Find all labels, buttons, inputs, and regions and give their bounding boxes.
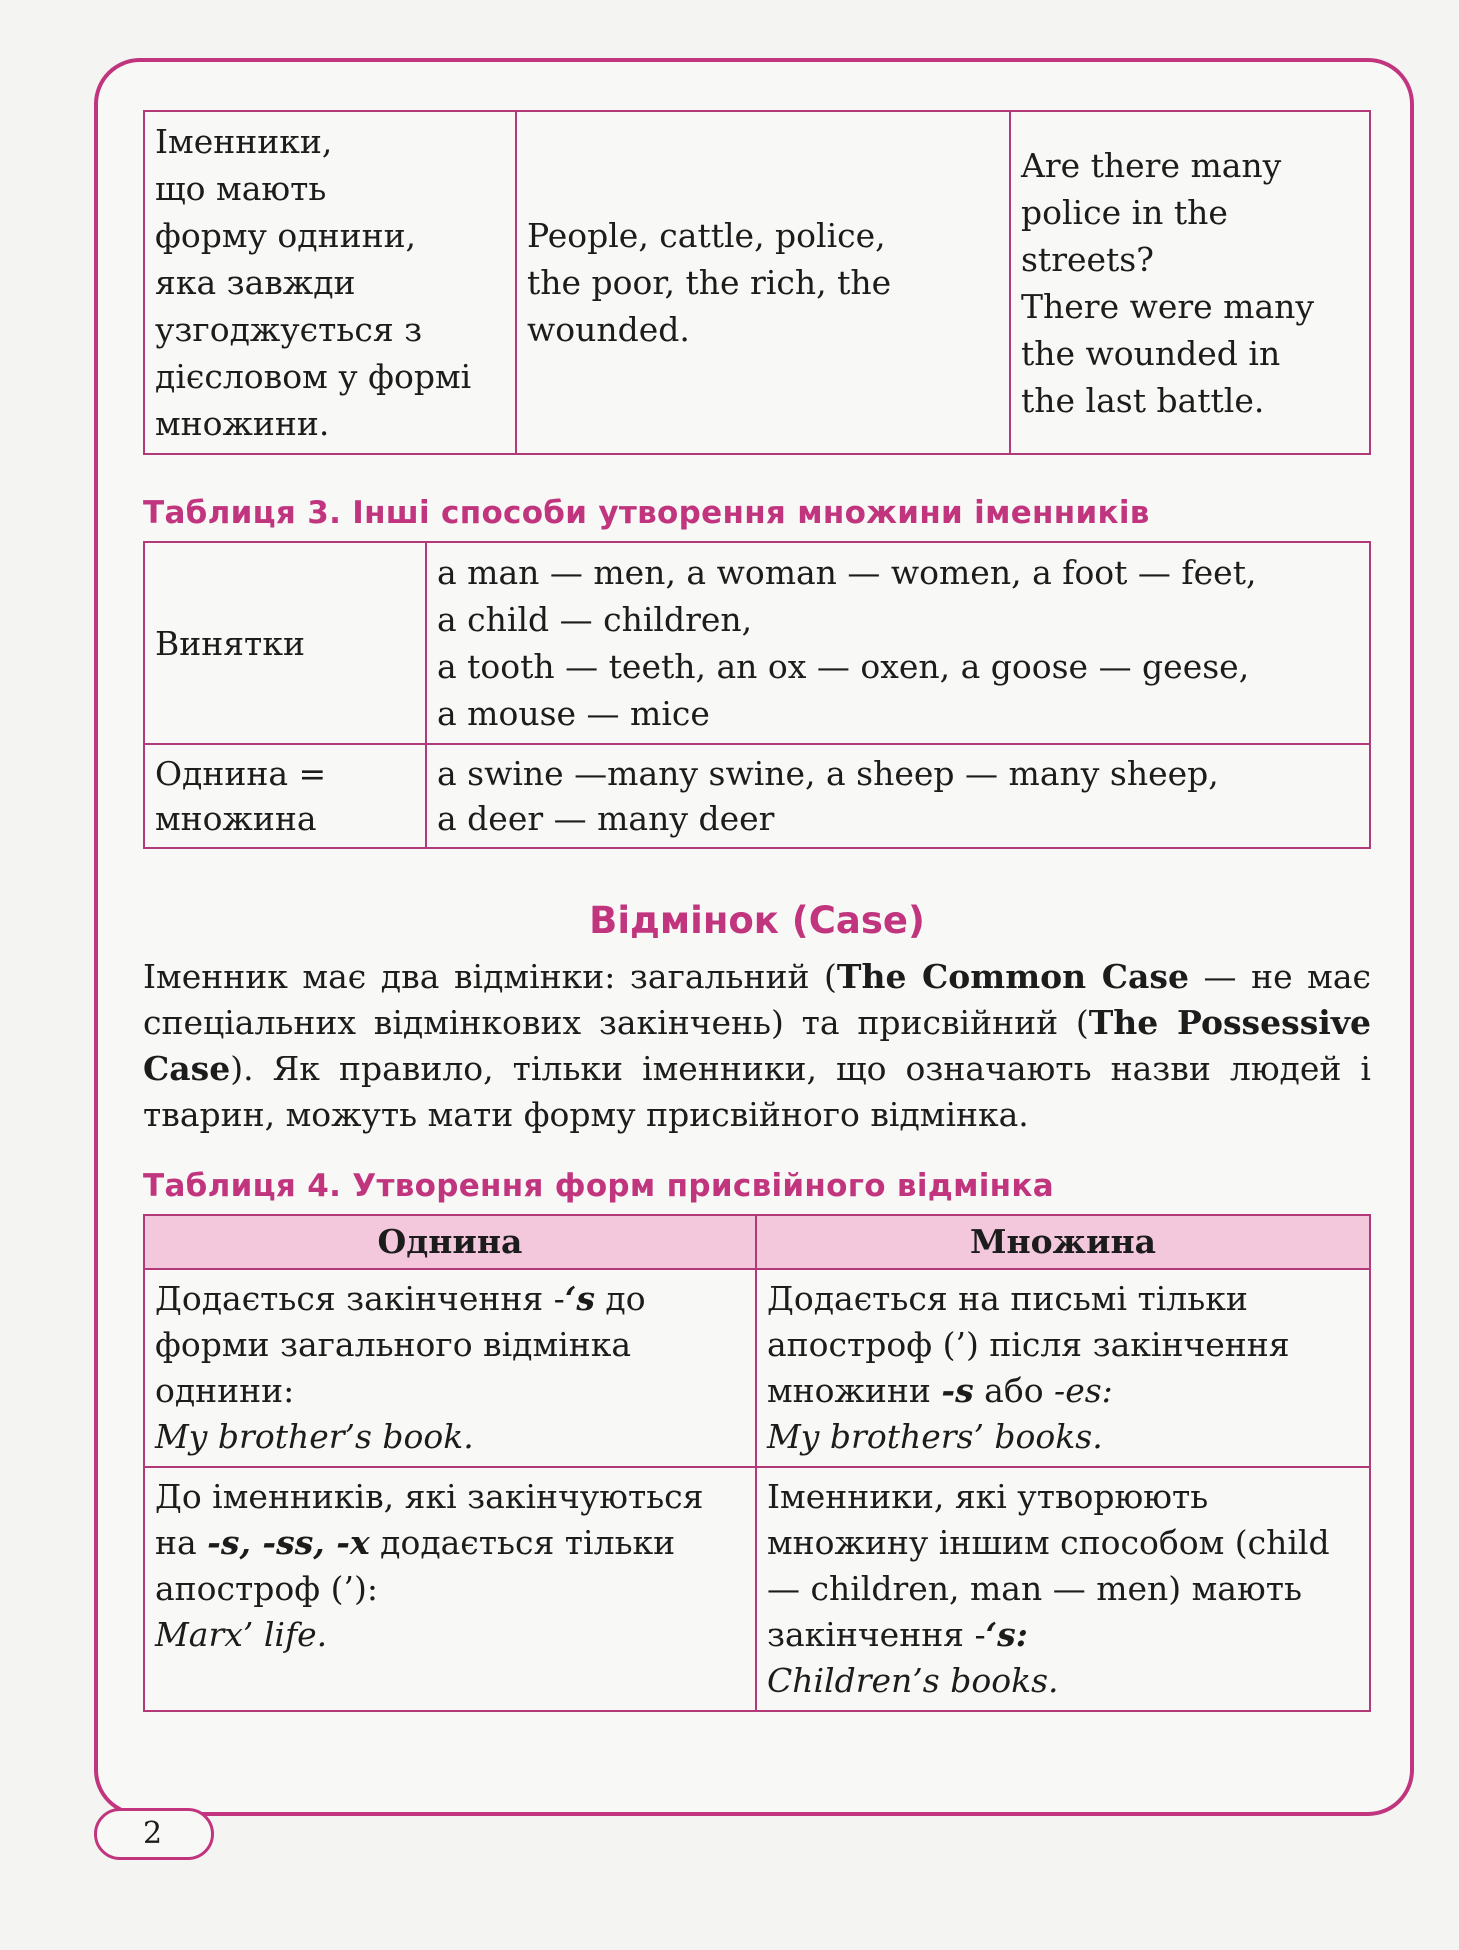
cell-line: що мають (155, 169, 327, 208)
suffix: ‘s: (985, 1615, 1028, 1654)
text-span: Додається на письмі тільки апостроф (’) після закінчення множини (767, 1279, 1290, 1410)
cell-line: streets? (1021, 239, 1154, 279)
irregular-plural-cell (756, 1467, 1370, 1711)
example-text: My brother’s book. (155, 1417, 474, 1456)
cell-line: wounded. (527, 310, 690, 349)
cell-line: the last battle. (1021, 380, 1265, 420)
table-row (144, 744, 1370, 848)
nouns-sentences-cell (1010, 111, 1370, 454)
cell-line: the poor, the rich, the (527, 263, 892, 302)
exceptions-cell (426, 542, 1370, 744)
cell-line: множина (155, 799, 317, 838)
plural-header: Множина (756, 1215, 1370, 1269)
same-form-cell (426, 744, 1370, 848)
cell-line: a mouse — mice (437, 694, 710, 733)
suffix: -es: (1054, 1371, 1113, 1410)
singular-header: Однина (144, 1215, 756, 1269)
suffix: ‘s (564, 1279, 595, 1318)
cell-line: узгоджується з (155, 310, 423, 349)
suffix: -s (941, 1371, 974, 1410)
cell-line: a deer — many deer (437, 799, 775, 838)
page-content (143, 110, 1371, 1712)
table-row (144, 111, 1370, 454)
text-span: Іменник має два відмінки: загальний ( (143, 957, 837, 996)
text-span: До іменників, які закінчуються на (155, 1477, 704, 1562)
common-case-term: The Common Case (836, 957, 1189, 996)
possessive-case-term: The Possessive Case (143, 1003, 1371, 1088)
cell-line: the wounded in (1021, 333, 1281, 373)
cell-line: a man — men, a woman — women, a foot — feet, (437, 553, 1257, 592)
possessive-case-table (143, 1214, 1371, 1712)
cell-line: Are there many (1021, 145, 1282, 185)
text-span: ). Як правило, тільки іменники, що означають назви людей і тварин, можуть мати форму присвійного відмінка. (143, 1049, 1371, 1134)
nouns-examples-cell (516, 111, 1010, 454)
singular-rule-cell (144, 1269, 756, 1467)
suffix: -s, -ss, -x (207, 1523, 370, 1562)
text-span: до форми загального відмінка однини: (155, 1279, 646, 1410)
table-header-row (144, 1215, 1370, 1269)
cell-line: There were many (1021, 286, 1315, 326)
cell-line: дієсловом у формі (155, 357, 472, 396)
singular-s-ending-cell (144, 1467, 756, 1711)
cell-line: Іменники, (155, 122, 333, 161)
text-span: додається тільки апостроф (’): (155, 1523, 676, 1608)
example-text: Marx’ life. (155, 1615, 328, 1654)
cell-line: Однина = (155, 754, 327, 793)
table-row (144, 1467, 1370, 1711)
text-span: Іменники, які утворюють множину іншим способом (child — children, man — men) мають закінчення - (767, 1477, 1330, 1654)
page-number: 2 (94, 1808, 214, 1860)
case-paragraph (143, 954, 1371, 1138)
singular-equals-plural-label (144, 744, 426, 848)
plural-rule-cell (756, 1269, 1370, 1467)
example-text: My brothers’ books. (767, 1417, 1103, 1456)
cell-line: яка завжди (155, 263, 356, 302)
cell-line: police in the (1021, 192, 1228, 232)
table-row (144, 1269, 1370, 1467)
table3-caption: Таблиця 3. Інші способи утворення множини іменників (143, 495, 1150, 531)
cell-line: a tooth — teeth, an ox — oxen, a goose — geese, (437, 647, 1250, 686)
section-title: Відмінок (Case) (589, 899, 925, 942)
text-span: або (973, 1371, 1055, 1410)
text-span: — не має спеціальних відмінкових закінчень) та присвійний ( (143, 957, 1371, 1042)
cell-line: People, cattle, police, (527, 216, 886, 255)
table4-caption: Таблиця 4. Утворення форм присвійного відмінка (143, 1168, 1054, 1204)
cell-line: множини. (155, 404, 330, 443)
text-span: Додається закінчення - (155, 1279, 565, 1318)
cell-line: форму однини, (155, 216, 417, 255)
cell-line: a swine —many swine, a sheep — many sheep, (437, 754, 1219, 793)
example-text: Children’s books. (767, 1661, 1059, 1700)
table-row (144, 542, 1370, 744)
nouns-description-cell (144, 111, 516, 454)
plural-forms-table (143, 541, 1371, 849)
nouns-table (143, 110, 1371, 455)
exceptions-label: Винятки (144, 542, 426, 744)
cell-line: a child — children, (437, 600, 753, 639)
